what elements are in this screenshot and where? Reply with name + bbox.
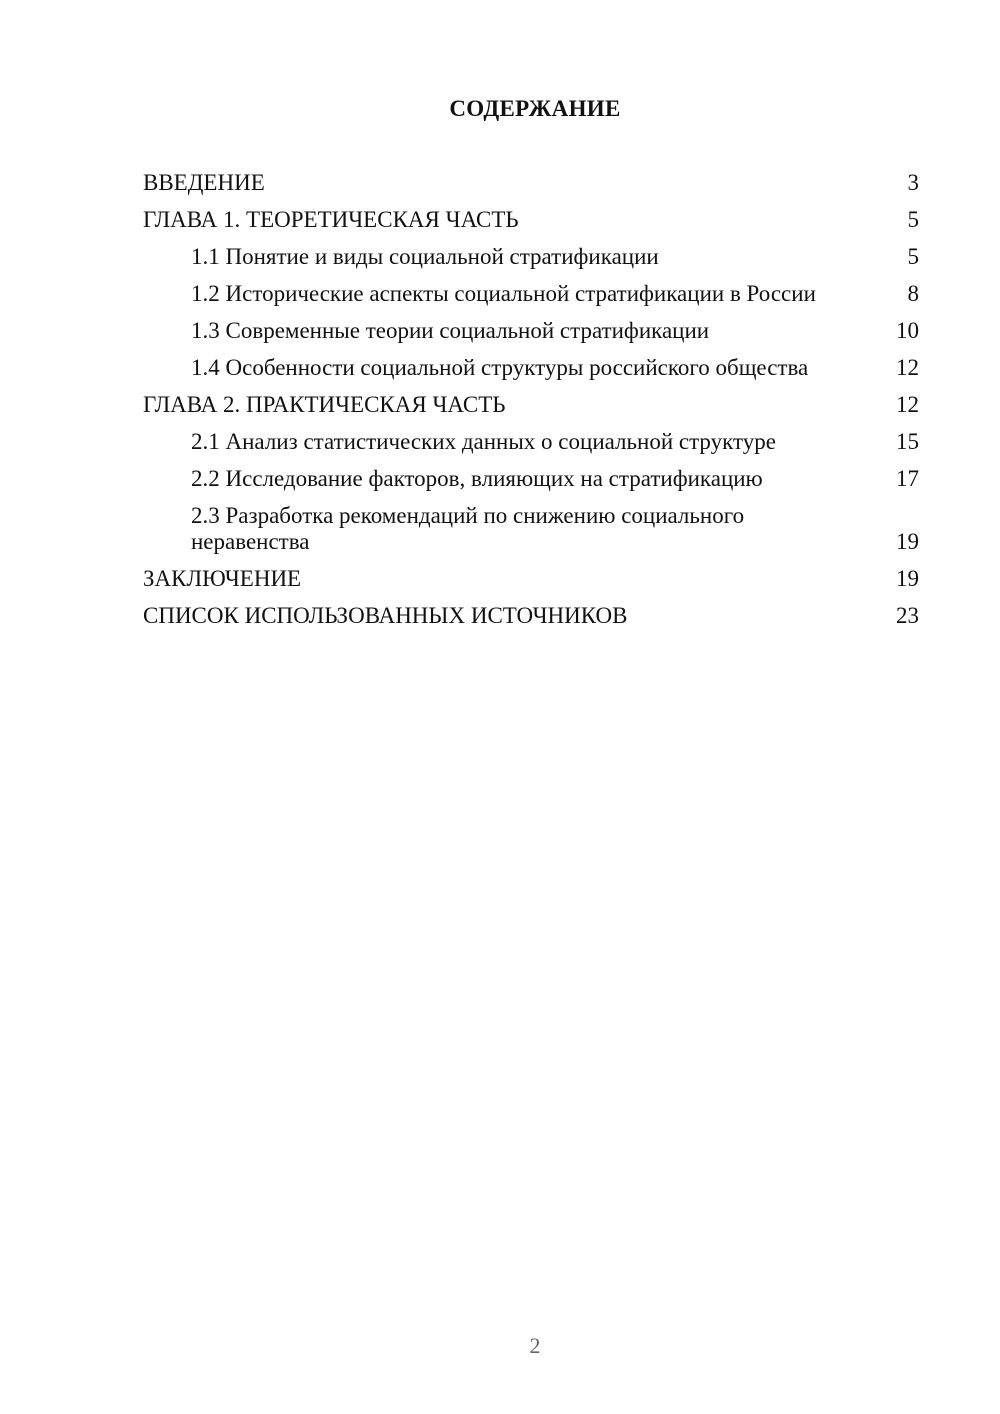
toc-entry-label: ЗАКЛЮЧЕНИЕ [143, 566, 302, 591]
table-of-contents [143, 170, 919, 640]
toc-entry-page: 5 [907, 244, 919, 269]
page-number: 2 [529, 1333, 541, 1358]
toc-entry-label: 1.3 Современные теории социальной стратификации [191, 318, 710, 343]
toc-entry-section-1-4[interactable] [143, 355, 919, 381]
toc-entry-page: 8 [907, 281, 919, 306]
toc-entry-section-1-3[interactable] [143, 318, 919, 344]
toc-entry-label: 2.3 Разработка рекомендаций по снижению социального неравенства [191, 503, 745, 554]
toc-entry-label: 2.2 Исследование факторов, влияющих на стратификацию [191, 466, 763, 491]
toc-entry-section-1-1[interactable] [143, 244, 919, 270]
toc-entry-label: 1.1 Понятие и виды социальной стратификации [191, 244, 659, 269]
toc-entry-section-2-1[interactable] [143, 429, 919, 455]
toc-title: СОДЕРЖАНИЕ [449, 96, 621, 121]
toc-entry-page: 23 [896, 603, 919, 628]
toc-entry-label: ВВЕДЕНИЕ [143, 170, 265, 195]
toc-entry-introduction[interactable] [143, 170, 919, 196]
toc-entry-label: 1.2 Исторические аспекты социальной стратификации в России [191, 281, 816, 306]
toc-entry-page: 12 [896, 355, 919, 380]
toc-entry-section-2-3[interactable] [143, 503, 919, 555]
toc-entry-conclusion[interactable] [143, 566, 919, 592]
toc-entry-page: 17 [896, 466, 919, 491]
toc-entry-label: ГЛАВА 1. ТЕОРЕТИЧЕСКАЯ ЧАСТЬ [143, 207, 519, 232]
toc-entry-chapter-2[interactable] [143, 392, 919, 418]
toc-entry-label: 1.4 Особенности социальной структуры российского общества [191, 355, 809, 380]
toc-entry-page: 12 [896, 392, 919, 417]
toc-entry-references[interactable] [143, 603, 919, 629]
toc-entry-label: ГЛАВА 2. ПРАКТИЧЕСКАЯ ЧАСТЬ [143, 392, 506, 417]
toc-entry-page: 3 [907, 170, 919, 195]
toc-entry-page: 19 [896, 566, 919, 591]
toc-entry-label: СПИСОК ИСПОЛЬЗОВАННЫХ ИСТОЧНИКОВ [143, 603, 628, 628]
toc-entry-section-2-2[interactable] [143, 466, 919, 492]
toc-entry-page: 15 [896, 429, 919, 454]
toc-entry-label: 2.1 Анализ статистических данных о социальной структуре [191, 429, 776, 454]
toc-entry-page: 5 [907, 207, 919, 232]
toc-entry-section-1-2[interactable] [143, 281, 919, 307]
toc-entry-chapter-1[interactable] [143, 207, 919, 233]
toc-entry-page: 10 [896, 318, 919, 343]
toc-entry-page: 19 [896, 529, 919, 554]
